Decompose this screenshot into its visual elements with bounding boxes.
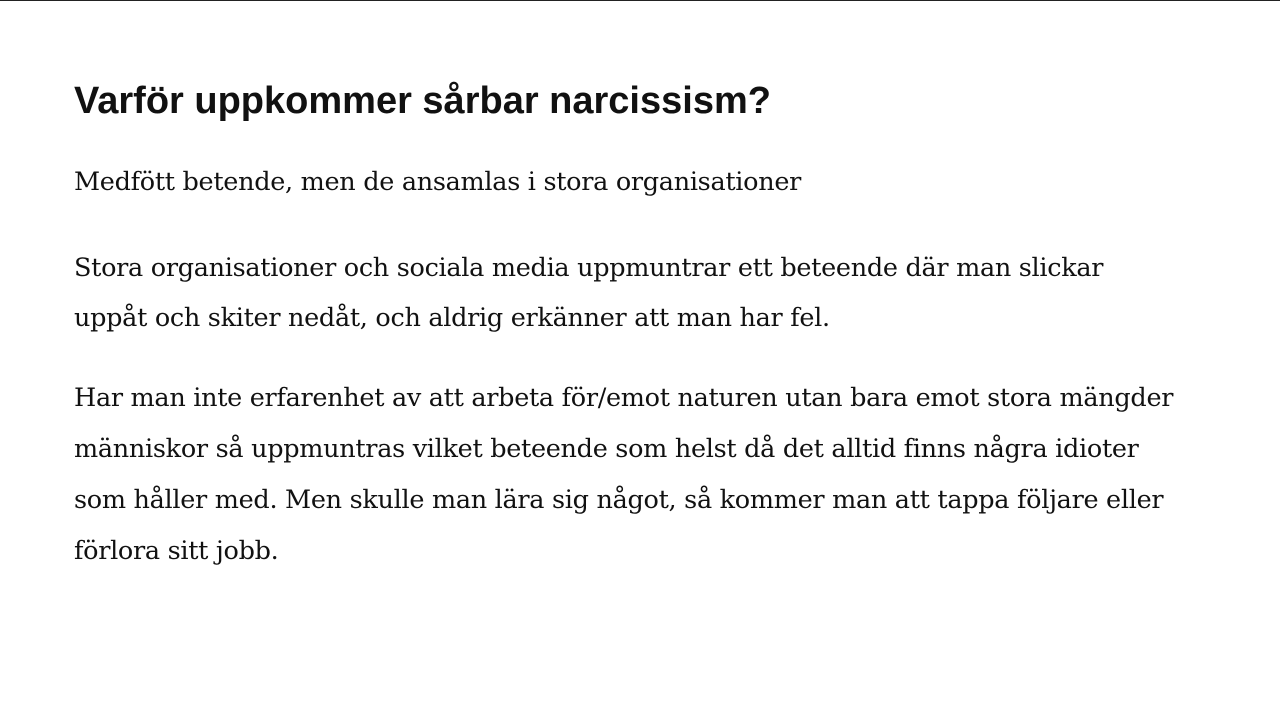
paragraph-1 xyxy=(74,162,1264,202)
paragraph-line: Medfött betende, men de ansamlas i stora organisationer xyxy=(74,167,802,197)
paragraph-line: som håller med. Men skulle man lära sig något, så kommer man att tappa följare eller xyxy=(74,485,1164,515)
paragraph-line: Stora organisationer och sociala media uppmuntrar ett beteende där man slickar xyxy=(74,253,1104,283)
paragraph-3 xyxy=(74,373,1264,577)
page-title: Varför uppkommer sårbar narcissism? xyxy=(74,80,771,122)
paragraph-line: människor så uppmuntras vilket beteende som helst då det alltid finns några idioter xyxy=(74,434,1139,464)
paragraph-2 xyxy=(74,243,1194,343)
paragraph-line: Har man inte erfarenhet av att arbeta för/emot naturen utan bara emot stora mängder xyxy=(74,383,1174,413)
paragraph-line: förlora sitt jobb. xyxy=(74,536,279,566)
paragraph-line: uppåt och skiter nedåt, och aldrig erkänner att man har fel. xyxy=(74,303,830,333)
